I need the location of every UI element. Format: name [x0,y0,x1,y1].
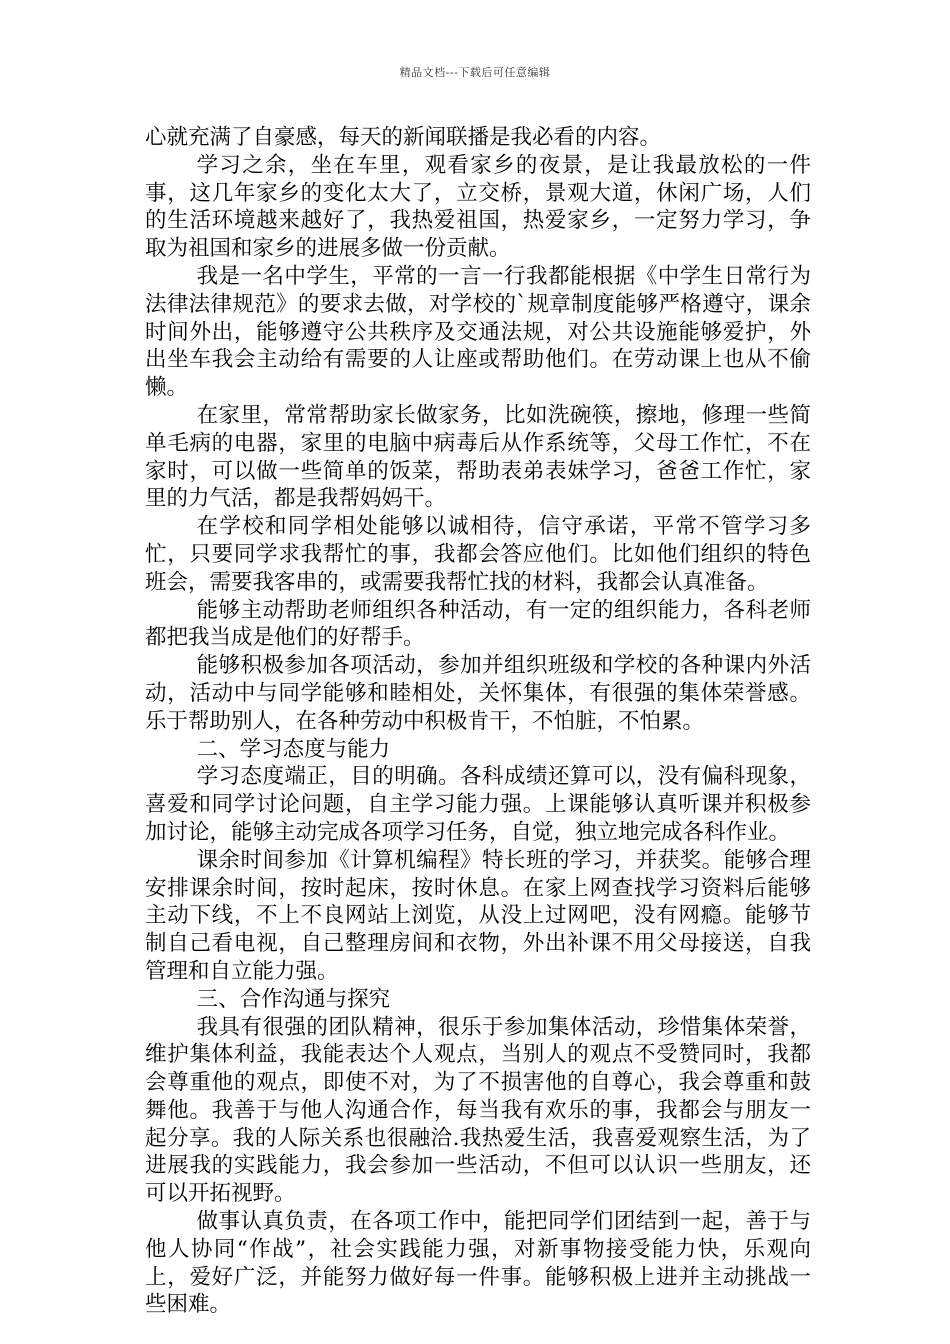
section-heading: 二、学习态度与能力 [196,736,391,762]
paragraph: 我具有很强的团队精神，很乐于参加集体活动，珍惜集体荣誉，维护集体利益，我能表达个人观点，当别人的观点不受赞同时，我都会尊重他的观点，即使不对，为了不损害他的自尊心，我会尊重和鼓舞他。我善于与他人沟通合作，每当我有欢乐的事，我都会与朋友一起分享。我的人际关系也很融洽.我热爱生活，我喜爱观察生活，为了进展我的实践能力，我会参加一些活动，不但可以认识一些朋友，还可以开拓视野。 [145,1014,811,1207]
paragraph: 能够积极参加各项活动，参加并组织班级和学校的各种课内外活动，活动中与同学能够和睦相处，关怀集体，有很强的集体荣誉感。乐于帮助别人，在各种劳动中积极肯干，不怕脏，不怕累。 [145,653,811,734]
paragraph: 在学校和同学相处能够以诚相待，信守承诺，平常不管学习多忙，只要同学求我帮忙的事，我都会答应他们。比如他们组织的特色班会，需要我客串的，或需要我帮忙找的材料，我都会认真准备。 [145,514,811,595]
page-header: 精品文档---下载后可任意编辑 [399,66,551,79]
document-body [145,124,811,1319]
paragraph: 能够主动帮助老师组织各种活动，有一定的组织能力，各科老师都把我当成是他们的好帮手。 [145,597,811,651]
paragraph: 学习之余，坐在车里，观看家乡的夜景，是让我最放松的一件事，这几年家乡的变化太大了，立交桥，景观大道，休闲广场，人们的生活环境越来越好了，我热爱祖国，热爱家乡，一定努力学习，争取为祖国和家乡的进展多做一份贡献。 [145,152,811,262]
section-heading: 三、合作沟通与探究 [196,986,391,1012]
paragraph: 在家里，常常帮助家长做家务，比如洗碗筷，擦地，修理一些简单毛病的电器，家里的电脑中病毒后从作系统等，父母工作忙，不在家时，可以做一些简单的饭菜，帮助表弟表妹学习，爸爸工作忙，家里的力气活，都是我帮妈妈干。 [145,402,811,512]
paragraph: 做事认真负责，在各项工作中，能把同学们团结到一起，善于与他人协同“作战”，社会实践能力强，对新事物接受能力快，乐观向上，爱好广泛，并能努力做好每一件事。能够积极上进并主动挑战一些困难。 [145,1209,811,1318]
paragraph: 学习态度端正，目的明确。各科成绩还算可以，没有偏科现象，喜爱和同学讨论问题，自主学习能力强。上课能够认真听课并积极参加讨论，能够主动完成各项学习任务，自觉，独立地完成各科作业。 [145,764,811,845]
paragraph: 心就充满了自豪感，每天的新闻联播是我必看的内容。 [145,125,662,150]
paragraph: 课余时间参加《计算机编程》特长班的学习，并获奖。能够合理安排课余时间，按时起床，按时休息。在家上网查找学习资料后能够主动下线，不上不良网站上浏览，从没上过网吧，没有网瘾。能够节制自己看电视，自己整理房间和衣物，外出补课不用父母接送，自我管理和自立能力强。 [145,847,811,984]
paragraph: 我是一名中学生，平常的一言一行我都能根据《中学生日常行为法律法律规范》的要求去做，对学校的`规章制度能够严格遵守，课余时间外出，能够遵守公共秩序及交通法规，对公共设施能够爱护，外出坐车我会主动给有需要的人让座或帮助他们。在劳动课上也从不偷懒。 [145,263,811,401]
